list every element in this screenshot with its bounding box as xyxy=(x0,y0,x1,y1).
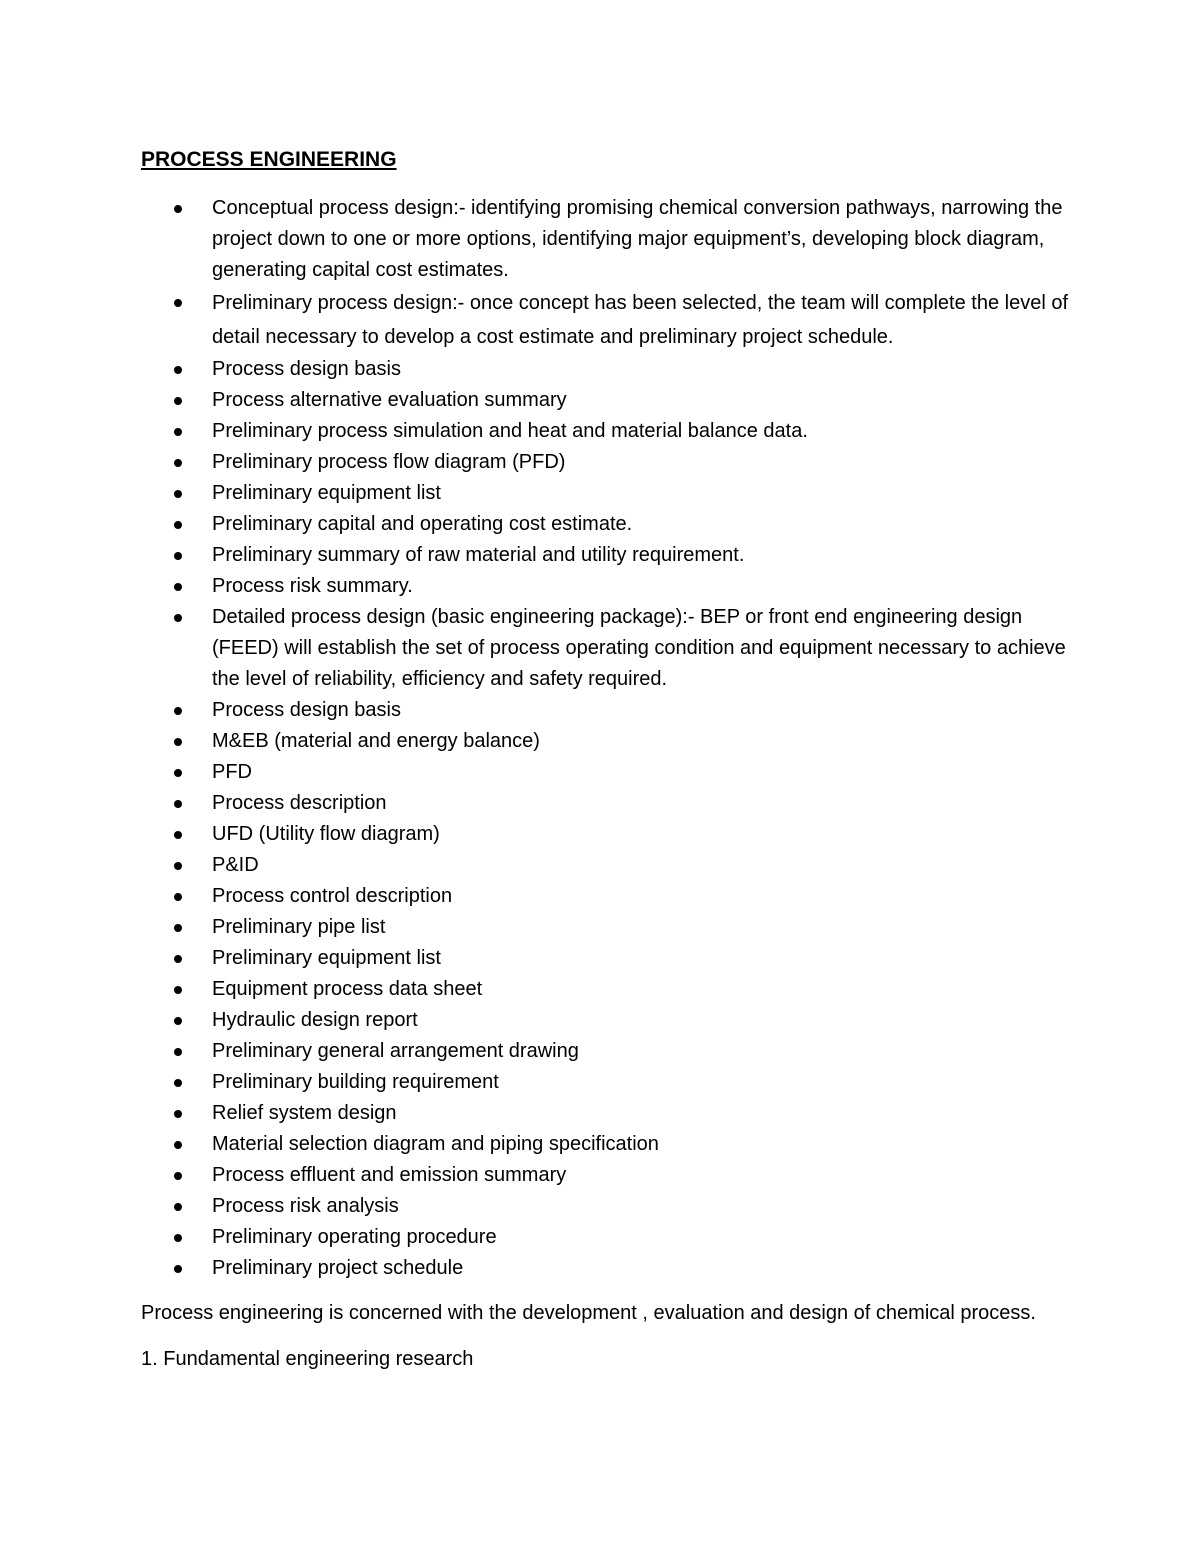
list-item-text: Process control description xyxy=(212,885,453,907)
bullet-icon xyxy=(174,1141,182,1149)
list-item-text: Process description xyxy=(212,792,387,814)
bullet-icon xyxy=(174,299,182,307)
list-item xyxy=(141,478,1071,509)
bullet-list xyxy=(141,193,1071,1284)
list-item-text: Preliminary general arrangement drawing xyxy=(212,1040,579,1062)
list-item xyxy=(141,726,1071,757)
list-item xyxy=(141,1160,1071,1191)
bullet-icon xyxy=(174,707,182,715)
bullet-icon xyxy=(174,1110,182,1118)
bullet-icon xyxy=(174,205,182,213)
document-page xyxy=(141,144,1071,1375)
bullet-icon xyxy=(174,955,182,963)
list-item-text: PFD xyxy=(212,761,252,783)
page-title: PROCESS ENGINEERING xyxy=(141,148,397,171)
list-item xyxy=(141,943,1071,974)
list-item xyxy=(141,1129,1071,1160)
list-item-text: Preliminary capital and operating cost estimate. xyxy=(212,513,633,535)
bullet-icon xyxy=(174,986,182,994)
bullet-icon xyxy=(174,614,182,622)
list-item xyxy=(141,974,1071,1005)
list-item-text: Relief system design xyxy=(212,1102,397,1124)
bullet-icon xyxy=(174,924,182,932)
list-item xyxy=(141,819,1071,850)
list-item-text: Preliminary process simulation and heat and material balance data. xyxy=(212,420,808,442)
bullet-icon xyxy=(174,366,182,374)
list-item-text: Process risk analysis xyxy=(212,1195,399,1217)
list-item xyxy=(141,416,1071,447)
bullet-icon xyxy=(174,1079,182,1087)
list-item-text: Preliminary process flow diagram (PFD) xyxy=(212,451,566,473)
list-item-text: Process alternative evaluation summary xyxy=(212,389,567,411)
bullet-icon xyxy=(174,1172,182,1180)
list-item-text: Process risk summary. xyxy=(212,575,413,597)
list-item-text: UFD (Utility flow diagram) xyxy=(212,823,440,845)
list-item-text: Hydraulic design report xyxy=(212,1009,418,1031)
list-item xyxy=(141,1036,1071,1067)
bullet-icon xyxy=(174,831,182,839)
list-item xyxy=(141,1222,1071,1253)
list-item-text: Preliminary equipment list xyxy=(212,947,441,969)
bullet-icon xyxy=(174,1265,182,1273)
list-item xyxy=(141,1191,1071,1222)
bullet-icon xyxy=(174,800,182,808)
list-item-text: Process effluent and emission summary xyxy=(212,1164,567,1186)
list-item-text: Material selection diagram and piping specification xyxy=(212,1133,659,1155)
list-item xyxy=(141,286,1071,354)
list-item xyxy=(141,1067,1071,1098)
numbered-heading: 1. Fundamental engineering research xyxy=(141,1348,474,1370)
list-item-text: Preliminary pipe list xyxy=(212,916,386,938)
bullet-icon xyxy=(174,521,182,529)
bullet-icon xyxy=(174,1234,182,1242)
list-item-text: Preliminary summary of raw material and utility requirement. xyxy=(212,544,745,566)
list-item xyxy=(141,447,1071,478)
bullet-icon xyxy=(174,769,182,777)
list-item xyxy=(141,1005,1071,1036)
list-item-text: Conceptual process design:- identifying promising chemical conversion pathways, narrowing the project down to one or more options, identifying major equipment’s, developing block diagram, generating capital cost estimates. xyxy=(212,197,1063,281)
bullet-icon xyxy=(174,397,182,405)
list-item-text: Detailed process design (basic engineering package):- BEP or front end engineering design (FEED) will establish the set of process operating condition and equipment necessary to achieve the level of reliability, efficiency and safety required. xyxy=(212,606,1066,690)
list-item-text: Preliminary project schedule xyxy=(212,1257,464,1279)
list-item xyxy=(141,354,1071,385)
list-item xyxy=(141,193,1071,286)
bullet-icon xyxy=(174,1017,182,1025)
list-item-text: Preliminary building requirement xyxy=(212,1071,499,1093)
list-item xyxy=(141,385,1071,416)
list-item-text: Preliminary operating procedure xyxy=(212,1226,497,1248)
list-item xyxy=(141,881,1071,912)
summary-paragraph: Process engineering is concerned with the development , evaluation and design of chemical process. xyxy=(141,1302,1036,1324)
list-item-text: Equipment process data sheet xyxy=(212,978,483,1000)
list-item-text: Process design basis xyxy=(212,699,401,721)
bullet-icon xyxy=(174,583,182,591)
bullet-icon xyxy=(174,1203,182,1211)
list-item xyxy=(141,540,1071,571)
list-item xyxy=(141,850,1071,881)
list-item-text: Preliminary equipment list xyxy=(212,482,441,504)
bullet-icon xyxy=(174,738,182,746)
list-item xyxy=(141,509,1071,540)
bullet-icon xyxy=(174,459,182,467)
bullet-icon xyxy=(174,893,182,901)
list-item-text: M&EB (material and energy balance) xyxy=(212,730,540,752)
list-item xyxy=(141,788,1071,819)
list-item xyxy=(141,602,1071,695)
bullet-icon xyxy=(174,1048,182,1056)
list-item xyxy=(141,571,1071,602)
list-item xyxy=(141,1253,1071,1284)
list-item xyxy=(141,912,1071,943)
list-item-text: Preliminary process design:- once concept has been selected, the team will complete the level of detail necessary to develop a cost estimate and preliminary project schedule. xyxy=(212,292,1069,348)
list-item-text: Process design basis xyxy=(212,358,401,380)
list-item xyxy=(141,695,1071,726)
list-item xyxy=(141,1098,1071,1129)
bullet-icon xyxy=(174,552,182,560)
list-item-text: P&ID xyxy=(212,854,259,876)
bullet-icon xyxy=(174,862,182,870)
bullet-icon xyxy=(174,428,182,436)
list-item xyxy=(141,757,1071,788)
bullet-icon xyxy=(174,490,182,498)
